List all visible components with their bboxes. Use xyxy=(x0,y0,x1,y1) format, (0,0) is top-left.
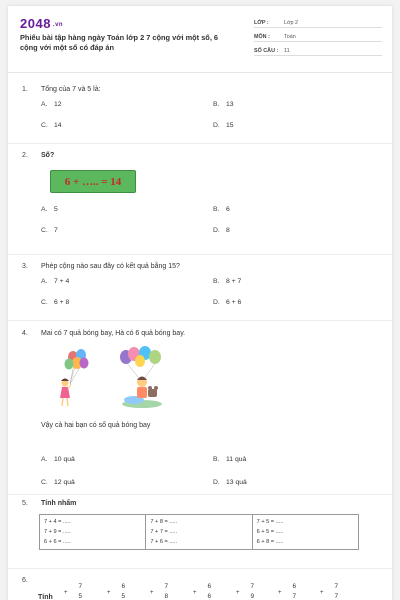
option-a[interactable]: A. 5 xyxy=(41,206,58,213)
meta-class: LỚP : Lớp 2 xyxy=(254,17,382,28)
question-2: 2. Số? xyxy=(22,152,55,159)
question-separator xyxy=(8,494,392,495)
question-separator xyxy=(8,320,392,321)
equation-box: 6 + ….. = 14 xyxy=(50,170,136,193)
option-c[interactable]: C. 6 + 8 xyxy=(41,299,70,306)
option-a[interactable]: A. 12 xyxy=(41,101,62,108)
mental-math-table xyxy=(39,514,359,550)
question-separator xyxy=(8,143,392,144)
question-6: 6. xyxy=(22,577,28,584)
option-b[interactable]: B. 6 xyxy=(213,206,230,213)
option-b[interactable]: B. 13 xyxy=(213,101,234,108)
question-1: 1. Tổng của 7 và 5 là: A. 12 B. 13 C. 14 D. 15 xyxy=(22,86,378,129)
vertical-addition: 7 + 8 xyxy=(150,583,168,600)
option-c[interactable]: C. 12 quả xyxy=(41,479,75,486)
question-text: Phép cộng nào sau đây có kết quả bằng 15? xyxy=(41,263,180,270)
table-cell: 7 + 4 = ..... 7 + 9 = ..... 6 + 6 = ..... xyxy=(40,515,146,550)
meta-question-count: SỐ CÂU : 11 xyxy=(254,45,382,56)
question-3: 3. Phép cộng nào sau đây có kết quả bằng 15? A. 7 + 4 B. 8 + 7 C. 6 + 8 D. 6 + 6 xyxy=(22,263,378,306)
option-d[interactable]: D. 6 + 6 xyxy=(213,299,242,306)
option-b[interactable]: B. 11 quả xyxy=(213,456,247,463)
worksheet-meta xyxy=(254,17,382,59)
vertical-addition: 7 + 7 xyxy=(320,583,338,600)
option-a[interactable]: A. 10 quả xyxy=(41,456,75,463)
option-b[interactable]: B. 8 + 7 xyxy=(213,278,242,285)
question-4: 4. Mai có 7 quả bóng bay, Hà có 6 quả bóng bay. xyxy=(22,330,186,337)
question-5: 5. Tính nhẩm xyxy=(22,500,77,507)
question-text: Mai có 7 quả bóng bay, Hà có 6 quả bóng bay. xyxy=(41,330,186,337)
page-title: Phiếu bài tập hàng ngày Toán lớp 2 7 cộng với một số, 6 cộng với một số có đáp án xyxy=(20,33,219,52)
option-a[interactable]: A. 7 + 4 xyxy=(41,278,70,285)
question-text: Tính nhẩm xyxy=(41,500,77,507)
vertical-addition: 6 + 7 xyxy=(278,583,296,600)
vertical-addition: 7 + 9 xyxy=(236,583,254,600)
option-d[interactable]: D. 13 quả xyxy=(213,479,247,486)
question-text: Số? xyxy=(41,152,55,159)
meta-subject: MÔN : Toán xyxy=(254,31,382,42)
option-d[interactable]: D. 15 xyxy=(213,122,234,129)
question-separator xyxy=(8,568,392,569)
question-text: Tổng của 7 và 5 là: xyxy=(41,86,101,93)
girl-balloons-illustration xyxy=(48,346,108,410)
table-cell: 7 + 8 = ..... 7 + 7 = ..... 7 + 6 = ..... xyxy=(146,515,252,550)
question-2-options xyxy=(22,206,378,234)
vertical-addition: 6 + 5 xyxy=(107,583,125,600)
table-cell: 7 + 5 = ..... 6 + 5 = ..... 6 + 8 = ..... xyxy=(252,515,358,550)
boy-balloons-illustration xyxy=(112,346,172,410)
vertical-addition: 7 + 5 xyxy=(64,583,82,600)
vertical-addition: 6 + 6 xyxy=(193,583,211,600)
header-divider xyxy=(8,72,392,73)
question-4-options xyxy=(22,456,378,486)
option-c[interactable]: C. 7 xyxy=(41,227,58,234)
option-c[interactable]: C. 14 xyxy=(41,122,62,129)
site-logo[interactable]: 2048 .vn xyxy=(20,16,64,31)
question-6-label: Tính xyxy=(38,594,53,600)
question-4-subtext: Vậy cả hai bạn có số quả bóng bay xyxy=(41,422,151,429)
question-separator xyxy=(8,254,392,255)
worksheet xyxy=(8,6,392,600)
option-d[interactable]: D. 8 xyxy=(213,227,230,234)
